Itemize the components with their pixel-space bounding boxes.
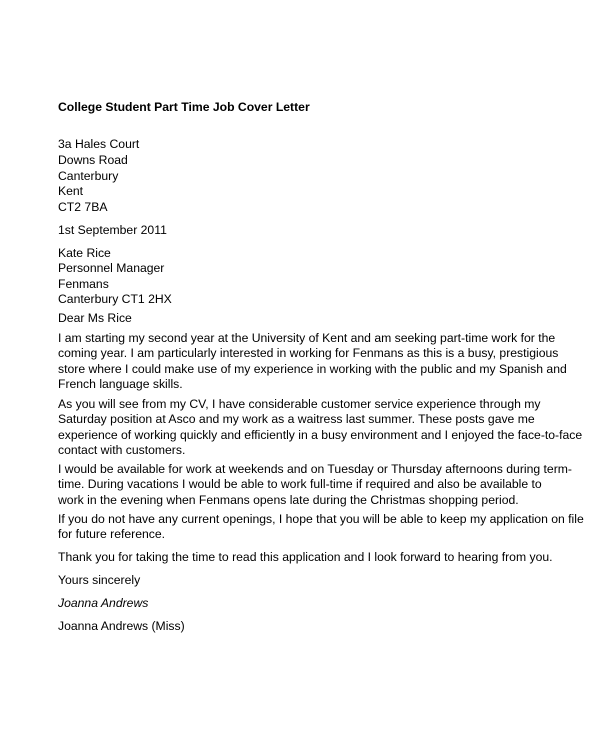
paragraph-line: contact with customers. [58,443,186,458]
closing: Yours sincerely [58,573,141,587]
recipient-line-4: Canterbury CT1 2HX [58,292,172,306]
paragraph-line: for future reference. [58,527,166,542]
paragraph-line: experience of working quickly and efficiently in a busy environment and I enjoyed the face-to-face [58,427,583,442]
letter-date: 1st September 2011 [58,223,167,237]
paragraph-line: work in the evening when Fenmans opens late during the Christmas shopping period. [58,492,519,507]
paragraph-line: Saturday position at Asco and my work as a waitress last summer. These posts gave me [58,412,535,427]
recipient-line-2: Personnel Manager [58,261,165,275]
paragraph-2 [58,397,583,459]
recipient-line-3: Fenmans [58,277,109,291]
sender-address-line-3: Canterbury [58,169,119,183]
paragraph-line: If you do not have any current openings, I hope that you will be able to keep my application on file [58,512,584,526]
sender-address-line-1: 3a Hales Court [58,137,140,151]
paragraph-5 [58,550,558,565]
paragraph-line: time. During vacations I would be able to work full-time if required and also be available to [58,477,542,492]
recipient-line-1: Kate Rice [58,246,111,260]
letter-title: College Student Part Time Job Cover Letter [58,100,310,114]
signed-name: Joanna Andrews (Miss) [58,619,185,633]
salutation: Dear Ms Rice [58,311,132,325]
paragraph-3 [58,462,572,508]
paragraph-4 [58,512,584,543]
sender-address-line-5: CT2 7BA [58,200,108,214]
paragraph-line: coming year. I am particularly interested in working for Fenmans as this is a busy, prestigious [58,346,559,361]
paragraph-line: I would be available for work at weekends and on Tuesday or Thursday afternoons during term- [58,462,572,476]
paragraph-1 [58,331,567,393]
paragraph-line: As you will see from my CV, I have considerable customer service experience through my [58,397,541,411]
paragraph-line: French language skills. [58,377,183,392]
sender-address-line-4: Kent [58,184,84,198]
paragraph-line: I am starting my second year at the University of Kent and am seeking part-time work for the [58,331,556,345]
sender-address-line-2: Downs Road [58,153,128,167]
paragraph-line: store where I could make use of my experience in working with the public and my Spanish and [58,361,567,376]
paragraph-line: Thank you for taking the time to read this application and I look forward to hearing from you. [58,550,553,564]
signature: Joanna Andrews [58,596,149,610]
